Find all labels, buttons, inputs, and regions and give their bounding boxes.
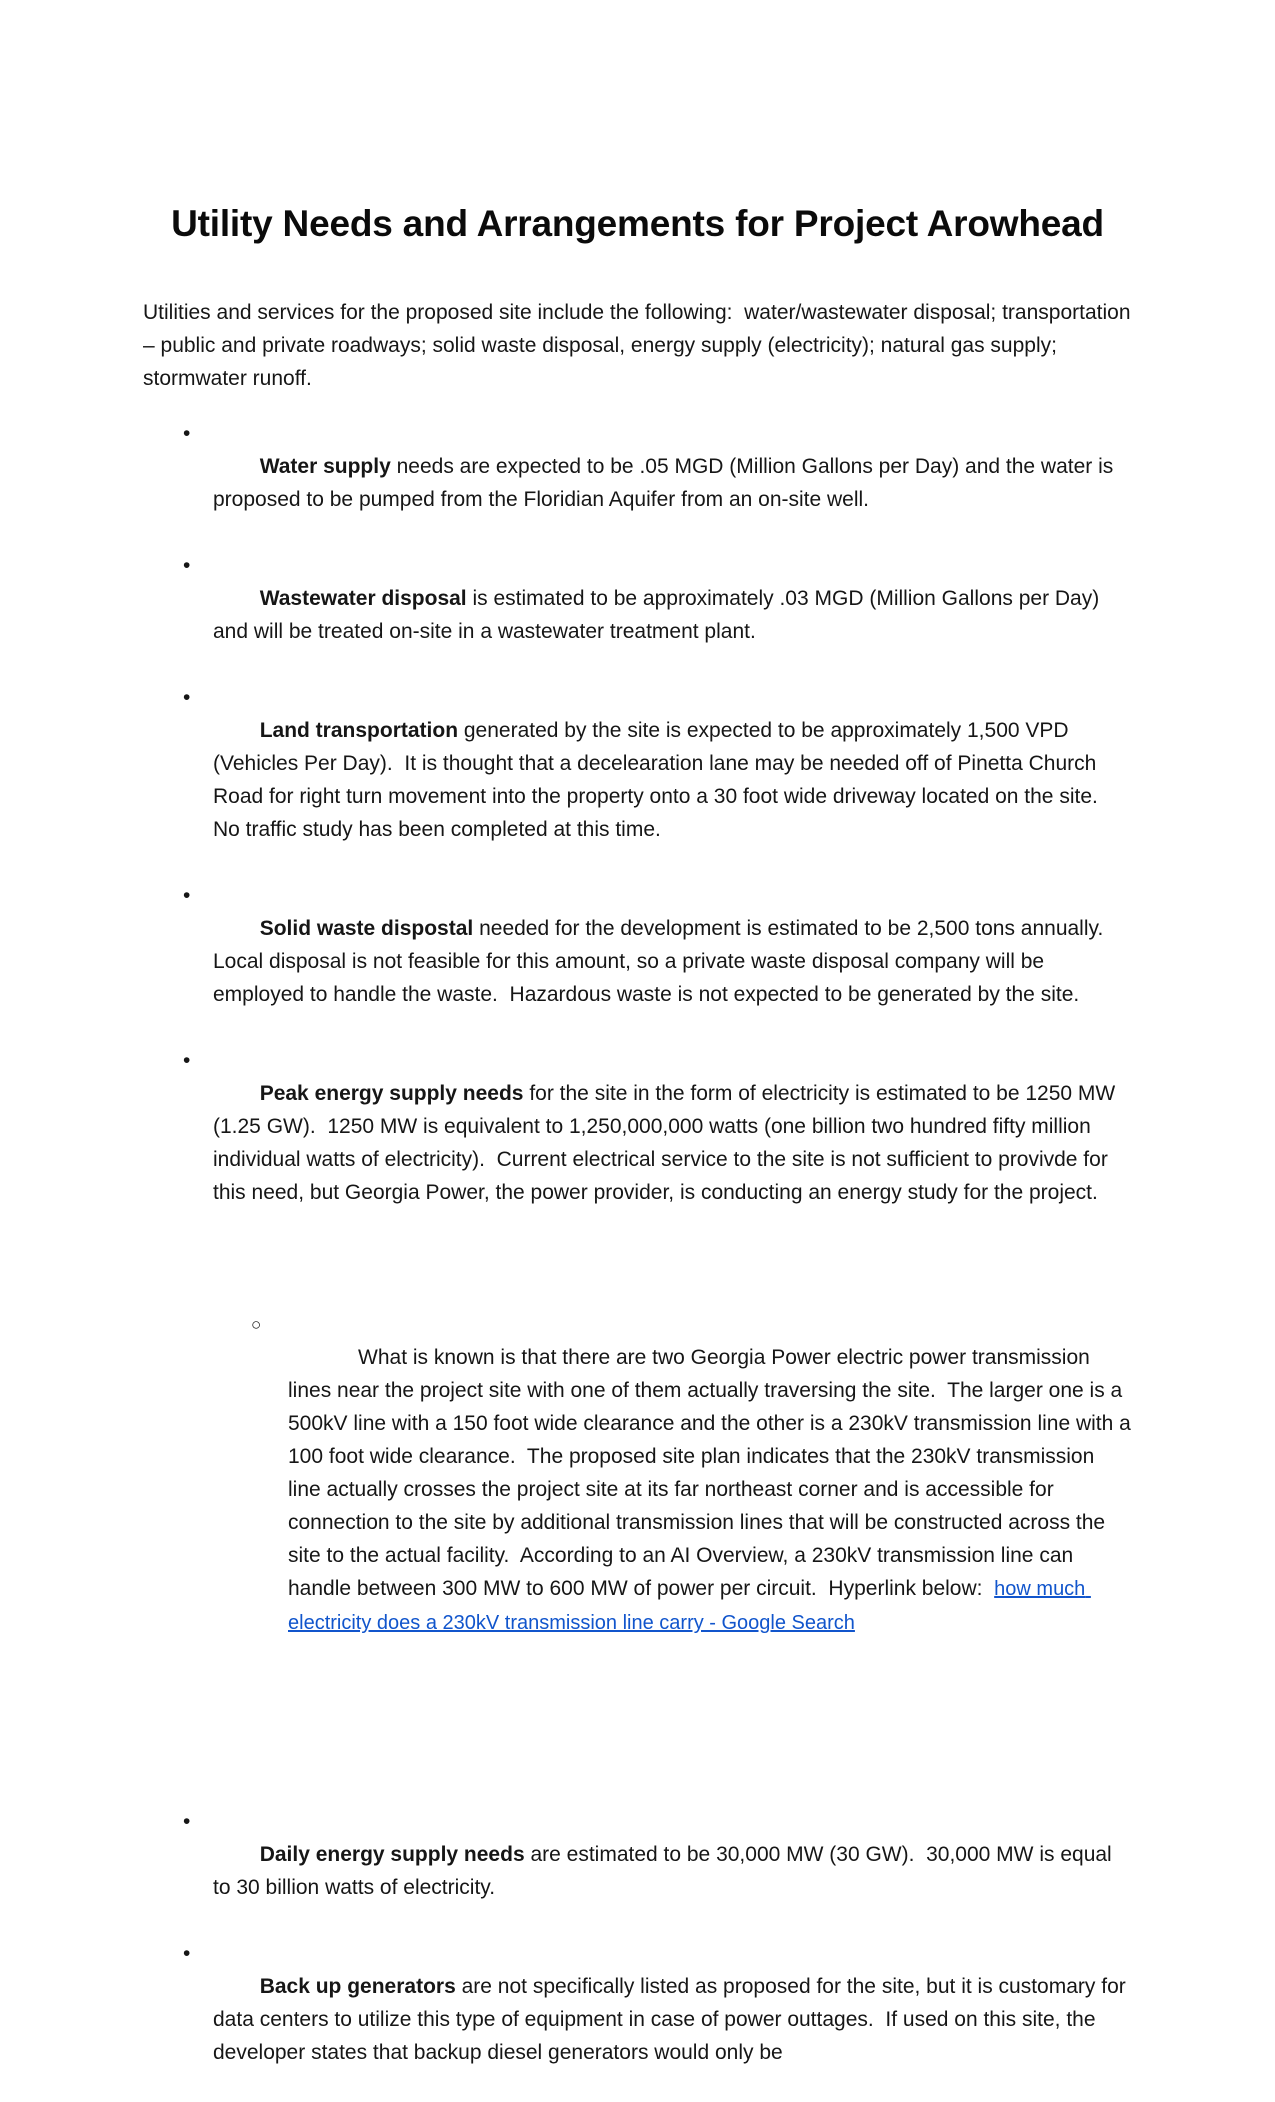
bullet-item-land-transportation [143, 681, 1132, 879]
intro-paragraph: Utilities and services for the proposed site include the following: water/wastewater disposal; transportation – public and private roadways; solid waste disposal, energy supply (electricity); natural gas supply; stormwater runoff. [143, 301, 1137, 391]
bullet-text: needed for the development is estimated to be 2,500 tons annually. Local disposal is not feasible for this amount, so a private waste disposal company will be employed to handle the waste. Hazardous waste is not expected to be generated by the site. [213, 917, 1115, 1007]
bullet-lead: Solid waste dispostal [259, 917, 474, 941]
bullet-dot-icon: • [183, 1049, 191, 1073]
bullet-lead: Land transportation [259, 719, 459, 743]
bullet-lead: Water supply [259, 455, 391, 479]
bullet-text: for the site in the form of electricity is estimated to be 1250 MW (1.25 GW). 1250 MW is equivalent to 1,250,000,000 watts (one billion two hundred fifty million individual watts of electricity). Current electrical service to the site is not sufficient to provivde for this need, but Georgia Power, the power provider, is conducting an energy study for the project. [213, 1082, 1122, 1205]
bullet-dot-icon: • [183, 422, 191, 446]
sub-bullet-text: What is known is that there are two Georgia Power electric power transmission lines near the project site with one of them actually traversing the site. The larger one is a 500kV line with a 150 foot wide clearance and the other is a 230kV transmission line with a 100 foot wide clearance. The proposed site plan indicates that the 230kV transmission line actually crosses the project site at its far northeast corner and is accessible for connection to the site by additional transmission lines that will be constructed across the site to the actual facility. According to an AI Overview, a 230kV transmission line can handle between 300 MW to 600 MW of power per circuit. Hyperlink below: [288, 1346, 1137, 1601]
sub-bullet-item-transmission-lines [213, 1308, 1137, 1673]
bullet-dot-icon: • [183, 686, 191, 710]
document-title: Utility Needs and Arrangements for Project Arowhead [171, 203, 1104, 244]
bullet-dot-icon: • [183, 884, 191, 908]
google-search-link[interactable]: how much electricity does a 230kV transmission line carry - Google Search [288, 1578, 1091, 1635]
circle-bullet-icon: ○ [251, 1315, 262, 1335]
bullet-text: is estimated to be approximately .03 MGD (Million Gallons per Day) and will be treated on-site in a wastewater treatment plant. [213, 587, 1106, 644]
bullet-dot-icon: • [183, 1942, 191, 1966]
bullet-item-peak-energy [143, 1044, 1137, 1805]
transmission-sub-list [213, 1242, 1137, 1739]
utility-bullet-list [143, 417, 1137, 2102]
bullet-item-backup-generators [143, 1937, 1132, 2102]
bullet-item-wastewater-disposal [143, 549, 1132, 681]
bullet-item-solid-waste-disposal [143, 879, 1132, 1044]
bullet-item-daily-energy [143, 1805, 1132, 1937]
bullet-text: needs are expected to be .05 MGD (Million Gallons per Day) and the water is proposed to be pumped from the Floridian Aquifer from an on-site well. [213, 455, 1120, 512]
bullet-text: are not specifically listed as proposed for the site, but it is customary for data centers to utilize this type of equipment in case of power outtages. If used on this site, the developer states that backup diesel generators would only be [213, 1975, 1132, 2065]
bullet-dot-icon: • [183, 1810, 191, 1834]
bullet-lead: Back up generators [259, 1975, 456, 1999]
bullet-text: generated by the site is expected to be approximately 1,500 VPD (Vehicles Per Day). It is thought that a decelearation lane may be needed off of Pinetta Church Road for right turn movement into the property onto a 30 foot wide driveway located on the site. No traffic study has been completed at this time. [213, 719, 1110, 842]
bullet-text: are estimated to be 30,000 MW (30 GW). 30,000 MW is equal to 30 billion watts of electricity. [213, 1843, 1118, 1900]
bullet-item-water-supply [143, 417, 1132, 549]
bullet-lead: Peak energy supply needs [259, 1082, 524, 1106]
bullet-lead: Daily energy supply needs [259, 1843, 525, 1867]
bullet-dot-icon: • [183, 554, 191, 578]
bullet-lead: Wastewater disposal [259, 587, 467, 611]
